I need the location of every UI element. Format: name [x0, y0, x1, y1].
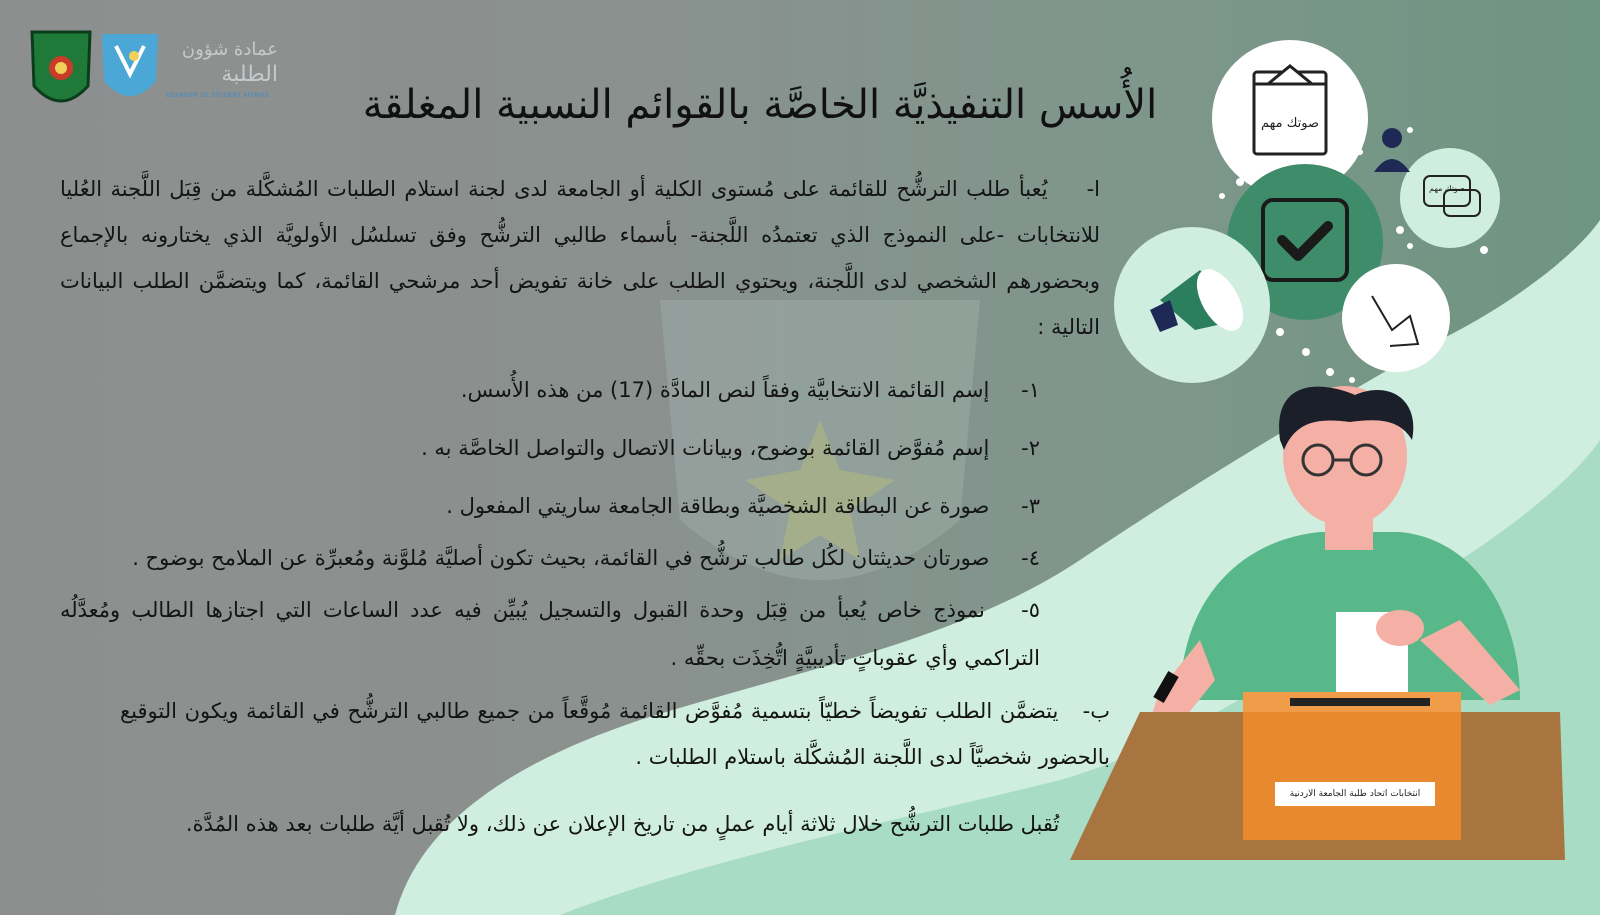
list-item-text: نموذج خاص يُعبأ من قِبَل وحدة القبول والتسجيل يُبيِّن فيه عدد الساعات التي اجتازها الطالب ومُعدَّلُه التراكمي وأي عقوباتٍ تأديبيَّةٍ اتُّخِذَت بحقِّه .	[60, 598, 1040, 670]
paragraph-c-text: تُقبل طلبات الترشُّح خلال ثلاثة أيام عملٍ من تاريخ الإعلان عن ذلك، ولا تُقبل أيَّة طلبات بعد هذه المُدَّة.	[185, 812, 1060, 836]
logo-line-2: الطلبة	[221, 62, 278, 87]
chat-circle	[1400, 148, 1500, 248]
chat-bubble-label: صوتك مهم	[1429, 184, 1465, 193]
ballot-box-label: انتخابات اتحاد طلبة الجامعة الاردنية	[1275, 782, 1435, 806]
list-item-text: صورتان حديثتان لكُل طالب ترشُّح في القائمة، بحيث تكون أصليَّة مُلوَّنة ومُعبرِّة عن الملامح بوضوح .	[132, 546, 990, 570]
page-title: الأُسس التنفيذيَّة الخاصَّة بالقوائم النسبية المغلقة	[362, 82, 1158, 128]
list-item-number: ٥-	[1021, 598, 1040, 622]
ballot-box	[1243, 700, 1461, 840]
person-icon	[1382, 128, 1402, 148]
paragraph-b-marker: ب-	[1082, 699, 1110, 723]
list-item-number: ٣-	[1021, 494, 1040, 518]
list-item-text: إسم القائمة الانتخابيَّة وفقاً لنص المادَّة (17) من هذه الأُسس.	[460, 378, 990, 402]
list-item-number: ١-	[1021, 378, 1040, 402]
ballot-label: صوتك مهم	[1260, 116, 1320, 131]
list-item-number: ٢-	[1021, 436, 1040, 460]
logo-line-1: عمادة شؤون	[181, 39, 278, 60]
logo-subtitle: DEANSHIP OF STUDENT AFFAIRS	[166, 92, 269, 99]
checkmark-icon	[1263, 200, 1347, 280]
vote-hand-circle	[1342, 264, 1450, 372]
paragraph-a-marker: ا-	[1086, 177, 1100, 201]
list-item-number: ٤-	[1021, 546, 1040, 570]
paragraph-a-text: يُعبأ طلب الترشُّح للقائمة على مُستوى الكلية أو الجامعة لدى لجنة استلام الطلبات المُشكَّلة من قِبَل اللَّجنة العُليا للانتخابات -على النموذج الذي تعتمدُه اللَّجنة- بأسماء طالبي الترشُّح وفق تسلسُل الأولويَّة الذي يختارونه بالإجماع وبحضورهم الشخصي لدى اللَّجنة، ويحتوي الطلب على خانة تفويض أحد مرشحي القائمة، كما ويتضمَّن الطلب البيانات التالية :	[60, 177, 1100, 339]
list-item-text: صورة عن البطاقة الشخصيَّة وبطاقة الجامعة ساريتي المفعول .	[446, 494, 990, 518]
list-item-text: إسم مُفوَّض القائمة بوضوح، وبيانات الاتصال والتواصل الخاصَّة به .	[421, 436, 990, 460]
paragraph-b-text: يتضمَّن الطلب تفويضاً خطيّاً بتسمية مُفوَّض القائمة مُوقَّعاً من جميع طالبي الترشُّح في القائمة ويكون التوقيع بالحضور شخصيَّاً لدى اللَّجنة المُشكَّلة باستلام الطلبات .	[120, 699, 1110, 769]
